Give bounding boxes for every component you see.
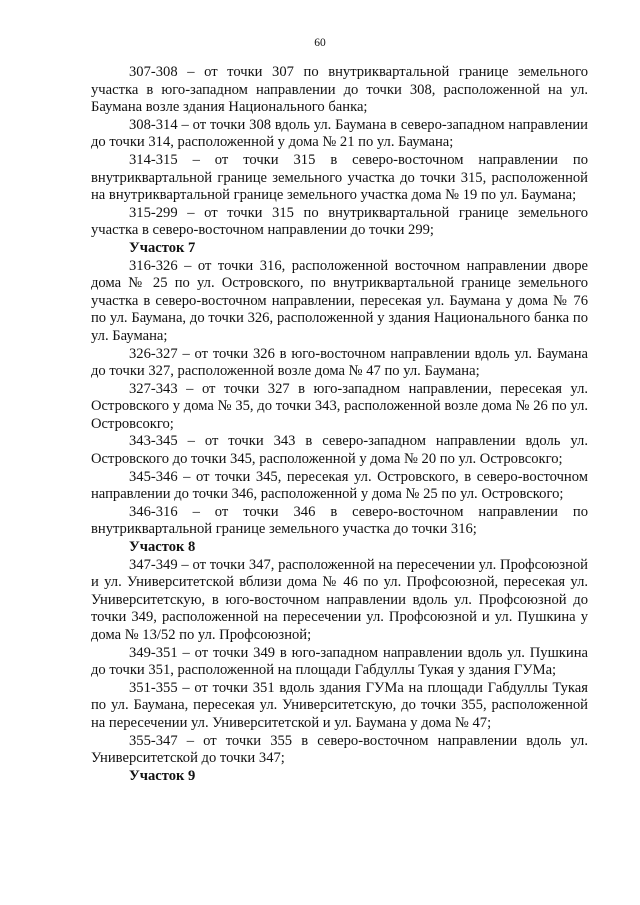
page-number: 60 (314, 37, 326, 49)
document-body (91, 64, 588, 785)
section-heading-9: Участок 9 (129, 767, 196, 784)
paragraph-326-327: 326-327 – от точки 326 в юго-восточном направлении вдоль ул. Баумана до точки 327, расположенной возле дома № 47 по ул. Баумана; (91, 345, 588, 380)
paragraph-315-299: 315-299 – от точки 315 по внутриквартальной границе земельного участка в северо-восточном направлении до точки 299; (91, 204, 588, 239)
section-heading-8: Участок 8 (129, 539, 196, 556)
paragraph-307-308: 307-308 – от точки 307 по внутриквартальной границе земельного участка в юго-западном направлении до точки 308, расположенной на ул. Баумана возле здания Национального банка; (91, 64, 588, 116)
paragraph-327-343: 327-343 – от точки 327 в юго-западном направлении, пересекая ул. Островского у дома № 35, до точки 343, расположенной возле дома № 26 по ул. Островсокго; (91, 380, 588, 432)
paragraph-343-345: 343-345 – от точки 343 в северо-западном направлении вдоль ул. Островского до точки 345, расположенной у дома № 20 по ул. Островсокго; (91, 433, 588, 468)
paragraph-314-315: 314-315 – от точки 315 в северо-восточном направлении по внутриквартальной границе земельного участка до точки 315, расположенной на внутриквартальной границе земельного участка дома № 19 по ул. Баумана; (91, 151, 588, 204)
paragraph-355-347: 355-347 – от точки 355 в северо-восточном направлении вдоль ул. Университетской до точки 347; (91, 732, 588, 767)
paragraph-349-351: 349-351 – от точки 349 в юго-западном направлении вдоль ул. Пушкина до точки 351, расположенной на площади Габдуллы Тукая у здания ГУМа; (91, 644, 588, 679)
paragraph-351-355: 351-355 – от точки 351 вдоль здания ГУМа на площади Габдуллы Тукая по ул. Баумана, пересекая ул. Университетскую, до точки 355, расположенной на пересечении ул. Университетской и ул. Баумана у дома № 47; (91, 679, 588, 731)
paragraph-316-326: 316-326 – от точки 316, расположенной восточном направлении дворе дома № 25 по ул. Островского, по внутриквартальной границе земельного участка в северо-восточном направлении, пересекая ул. Баумана у дома № 76 по ул. Баумана, до точки 326, расположенной у здания Национального банка по ул. Баумана; (91, 257, 588, 344)
section-heading-7: Участок 7 (129, 239, 196, 256)
paragraph-308-314: 308-314 – от точки 308 вдоль ул. Баумана в северо-западном направлении до точки 314, расположенной у дома № 21 по ул. Баумана; (91, 116, 588, 151)
paragraph-346-316: 346-316 – от точки 346 в северо-восточном направлении по внутриквартальной границе земельного участка до точки 316; (91, 503, 588, 538)
paragraph-345-346: 345-346 – от точки 345, пересекая ул. Островского, в северо-восточном направлении до точки 346, расположенной у дома № 25 по ул. Островского; (91, 468, 588, 503)
paragraph-347-349: 347-349 – от точки 347, расположенной на пересечении ул. Профсоюзной и ул. Университетской вблизи дома № 46 по ул. Профсоюзной, пересекая ул. Университетскую, в юго-восточном направлении вдоль ул. Профсоюзной до точки 349, расположенной на пересечении ул. Профсоюзной и ул. Пушкина у дома № 13/52 по ул. Профсоюзной; (91, 556, 588, 643)
